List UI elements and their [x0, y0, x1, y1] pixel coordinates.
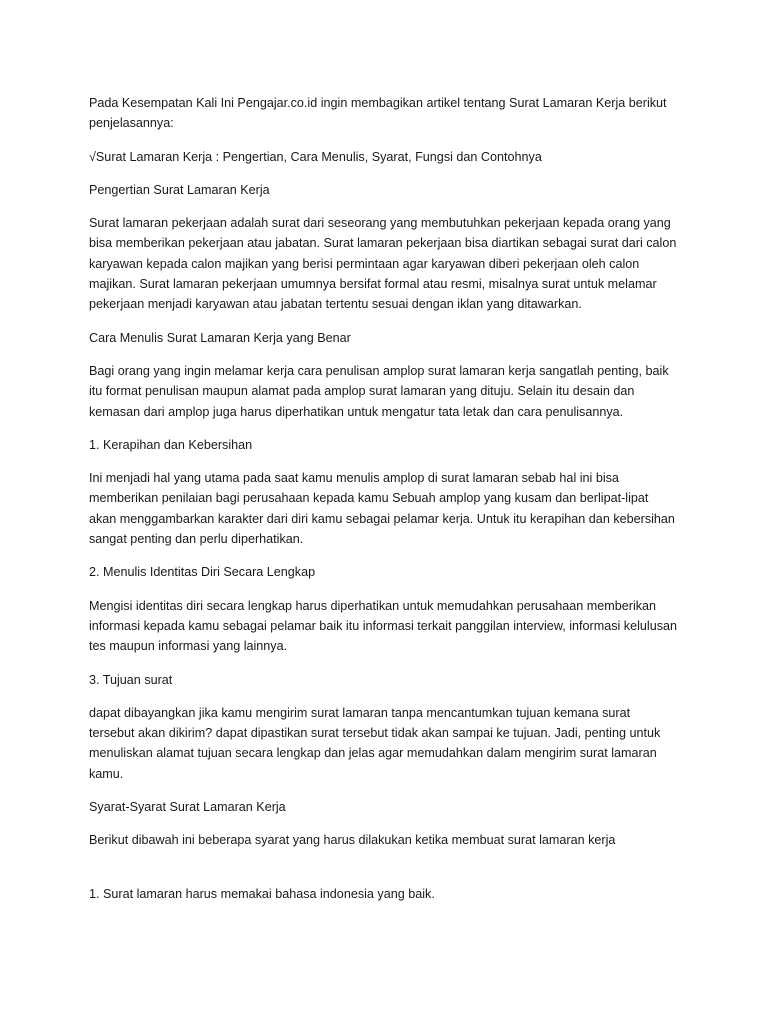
heading-cara-menulis: Cara Menulis Surat Lamaran Kerja yang Benar	[89, 330, 351, 345]
article-title: √Surat Lamaran Kerja : Pengertian, Cara Menulis, Syarat, Fungsi dan Contohnya	[89, 149, 542, 164]
heading-tujuan: 3. Tujuan surat	[89, 672, 173, 687]
heading-kerapihan: 1. Kerapihan dan Kebersihan	[89, 437, 253, 452]
paragraph-syarat-intro: Berikut dibawah ini beberapa syarat yang harus dilakukan ketika membuat surat lamaran kerja	[89, 833, 616, 848]
heading-pengertian: Pengertian Surat Lamaran Kerja	[89, 182, 270, 197]
blank-line	[89, 864, 679, 884]
paragraph-kerapihan: Ini menjadi hal yang utama pada saat kamu menulis amplop di surat lamaran sebab hal ini bisa memberikan penilaian bagi perusahaan kepada kamu Sebuah amplop yang kusam dan berlipat-lipat akan menggambarkan karakter dari diri kamu sebagai pelamar kerja. Untuk itu kerapihan dan kebersihan sangat penting dan perlu diperhatikan.	[89, 471, 675, 547]
paragraph-cara-menulis: Bagi orang yang ingin melamar kerja cara penulisan amplop surat lamaran kerja sangatlah penting, baik itu format penulisan maupun alamat pada amplop surat lamaran yang dituju. Selain itu desain dan kemasan dari amplop juga harus diperhatikan untuk mengatur tata letak dan cara penulisannya.	[89, 363, 669, 419]
paragraph-identitas: Mengisi identitas diri secara lengkap harus diperhatikan untuk memudahkan perusahaan memberikan informasi kepada kamu sebagai pelamar baik itu informasi terkait panggilan interview, informasi kelulusan tes maupun informasi yang lainnya.	[89, 598, 678, 654]
heading-syarat: Syarat-Syarat Surat Lamaran Kerja	[89, 800, 286, 815]
list-item-syarat-1: 1. Surat lamaran harus memakai bahasa indonesia yang baik.	[89, 886, 435, 901]
document-page	[89, 93, 679, 917]
paragraph-tujuan: dapat dibayangkan jika kamu mengirim surat lamaran tanpa mencantumkan tujuan kemana surat tersebut akan dikirim? dapat dipastikan surat tersebut tidak akan sampai ke tujuan. Jadi, penting untuk menuliskan alamat tujuan secara lengkap dan jelas agar memudahkan dalam mengirim surat lamaran kamu.	[89, 705, 661, 781]
intro-paragraph: Pada Kesempatan Kali Ini Pengajar.co.id ingin membagikan artikel tentang Surat Lamaran Kerja berikut penjelasannya:	[89, 96, 667, 131]
heading-identitas: 2. Menulis Identitas Diri Secara Lengkap	[89, 565, 316, 580]
paragraph-pengertian: Surat lamaran pekerjaan adalah surat dari seseorang yang membutuhkan pekerjaan kepada orang yang bisa memberikan pekerjaan atau jabatan. Surat lamaran pekerjaan bisa diartikan sebagai surat dari calon karyawan kepada calon majikan yang berisi permintaan agar karyawan diberi pekerjaan oleh calon majikan. Surat lamaran pekerjaan umumnya bersifat formal atau resmi, misalnya surat untuk melamar pekerjaan menjadi karyawan atau jabatan tertentu sesuai dengan iklan yang ditawarkan.	[89, 216, 677, 312]
